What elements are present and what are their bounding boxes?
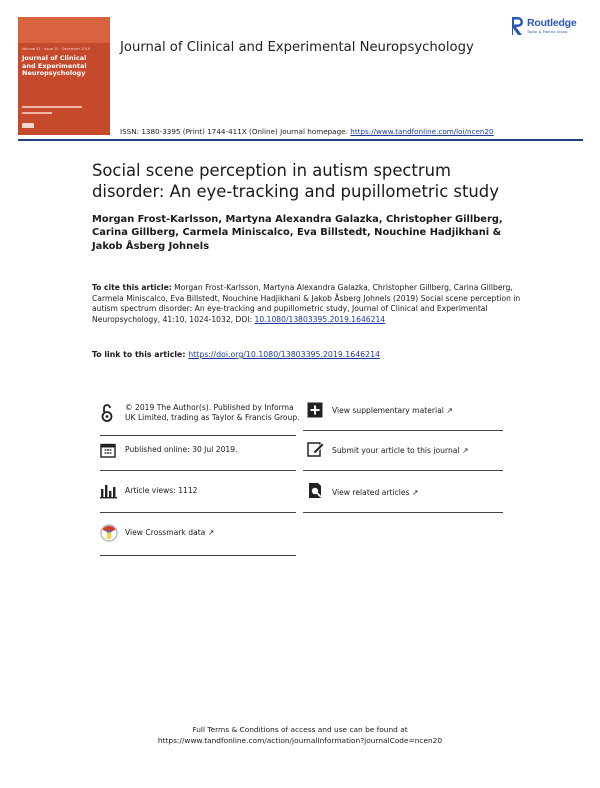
- crossmark-icon: [100, 524, 118, 542]
- external-link-icon: ↗: [446, 406, 453, 415]
- journal-cover-image: [18, 17, 110, 135]
- submit-text: Submit your article to this journal: [332, 446, 460, 455]
- crossmark-text: View Crossmark data: [125, 528, 206, 537]
- divider-left-3: [100, 512, 296, 513]
- article-authors: Morgan Frost-Karlsson, Martyna Alexandra Galazka, Christopher Gillberg, Carina Gillberg, Carmela Miniscalco, Eva Billstedt, Nouchine Hadjikhani & Jakob Åsberg Johnels: [92, 214, 503, 252]
- related-articles-link[interactable]: [307, 482, 507, 502]
- cover-band: [18, 17, 110, 43]
- publisher-name: Routledge: [527, 17, 577, 29]
- header-divider: [18, 139, 583, 141]
- calendar-icon: [100, 442, 116, 458]
- article-link-label: To link to this article:: [92, 350, 189, 359]
- bar-chart-icon: [100, 483, 118, 499]
- views-text: Article views: 1112: [125, 486, 198, 495]
- supplementary-text: View supplementary material: [332, 406, 444, 415]
- article-views: [100, 483, 300, 503]
- edit-icon: [307, 440, 325, 458]
- open-access-license: [100, 403, 300, 437]
- article-link-line: [92, 350, 380, 359]
- citation-doi-link[interactable]: 10.1080/13803395.2019.1646214: [254, 315, 386, 325]
- publisher-subline: Taylor & Francis Group: [527, 30, 568, 34]
- cover-title: Journal of Clinical and Experimental Neuropsychology: [22, 54, 87, 77]
- plus-icon: [307, 402, 323, 418]
- issn-text: ISSN: 1380-3395 (Print) 1744-411X (Online) Journal homepage:: [120, 127, 351, 136]
- cover-rule-short: [22, 112, 52, 114]
- citation-label: To cite this article:: [92, 283, 172, 292]
- journal-name: Journal of Clinical and Experimental Neuropsychology: [120, 40, 474, 55]
- terms-footer: [0, 724, 600, 746]
- external-link-icon: ↗: [411, 488, 419, 497]
- article-doi-url[interactable]: https://doi.org/10.1080/13803395.2019.1646214: [188, 350, 380, 359]
- external-link-icon: ↗: [461, 446, 469, 455]
- citation-block: [92, 283, 522, 326]
- divider-left-4: [100, 555, 296, 556]
- divider-left-2: [100, 470, 296, 471]
- publisher-logo: [510, 16, 588, 40]
- citation-text: Morgan Frost-Karlsson, Martyna Alexandra Galazka, Christopher Gillberg, Carina Gillberg, Carmela Miniscalco, Eva Billstedt, Nouchine Hadjikhani & Jakob Åsberg Johnels (2019) Social scene perception in autism spectrum disorder: An eye-tracking and pupillometric study, Journal of Clinical and Experimental Neuropsychology, 41:10, 1024-1032, DOI:: [92, 283, 521, 325]
- routledge-r-icon: [510, 16, 524, 36]
- footer-line-1: Full Terms & Conditions of access and use can be found at: [192, 725, 408, 734]
- supplementary-material-link[interactable]: [307, 402, 507, 422]
- divider-right-2: [303, 470, 503, 471]
- divider-left-1: [100, 435, 296, 436]
- license-text: © 2019 The Author(s). Published by Informa UK Limited, trading as Taylor & Francis Group.: [125, 403, 300, 422]
- divider-right-3: [303, 512, 503, 513]
- issn-line: [120, 127, 494, 136]
- cover-volume-line: Volume 41 · Issue 10 · December 2019: [22, 47, 91, 51]
- footer-terms-link[interactable]: https://www.tandfonline.com/action/journalInformation?journalCode=ncen20: [157, 736, 443, 745]
- cover-rule: [22, 106, 82, 108]
- open-access-icon: [100, 403, 114, 423]
- published-date: [100, 442, 300, 462]
- cover-logo: [22, 123, 34, 128]
- article-title: Social scene perception in autism spectrum disorder: An eye-tracking and pupillometric study: [92, 161, 499, 201]
- search-document-icon: [307, 482, 325, 500]
- submit-article-link[interactable]: [307, 440, 507, 460]
- related-text: View related articles: [332, 488, 410, 497]
- crossmark-link[interactable]: [100, 524, 300, 546]
- published-text: Published online: 30 Jul 2019.: [125, 445, 238, 454]
- journal-homepage-link[interactable]: https://www.tandfonline.com/loi/ncen20: [350, 127, 494, 136]
- divider-right-1: [303, 430, 503, 431]
- external-link-icon: ↗: [207, 528, 215, 537]
